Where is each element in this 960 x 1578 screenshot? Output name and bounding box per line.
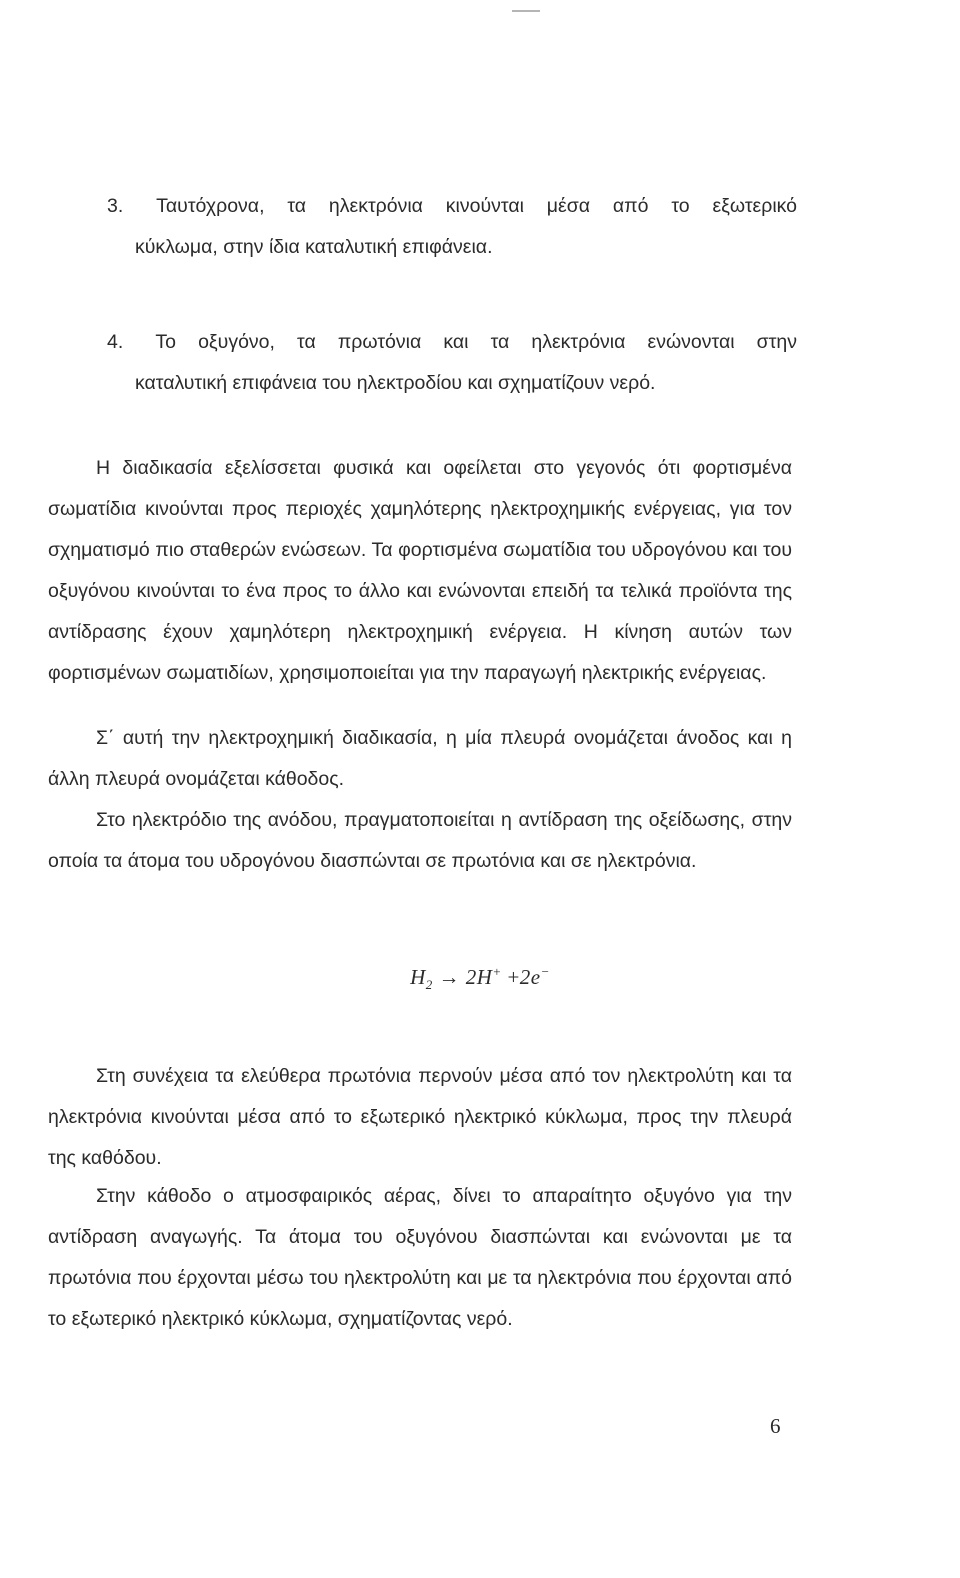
equation-rhs-electrons: 2e xyxy=(519,965,541,989)
list-item-4-text-line1: Το οξυγόνο, τα πρωτόνια και τα ηλεκτρόνια ενώνονται στην xyxy=(155,331,797,353)
anode-reaction-equation xyxy=(0,964,960,993)
equation-plus: + xyxy=(507,965,520,989)
list-item-3-number: 3. xyxy=(107,195,124,217)
page-number: 6 xyxy=(770,1414,781,1438)
equation-arrow: → xyxy=(438,965,460,989)
list-item-4-number: 4. xyxy=(107,331,124,353)
equation-rhs-electrons-charge: − xyxy=(540,964,550,979)
list-item-3-text-line1: Ταυτόχρονα, τα ηλεκτρόνια κινούνται μέσα από το εξωτερικό xyxy=(156,195,798,217)
paragraph-anode-cathode: Σ΄ αυτή την ηλεκτροχημική διαδικασία, η μία πλευρά ονομάζεται άνοδος και η άλλη πλευρά ονομάζεται κάθοδος. xyxy=(48,727,792,790)
scan-mark xyxy=(512,10,540,12)
paragraph-process-description: Η διαδικασία εξελίσσεται φυσικά και οφείλεται στο γεγονός ότι φορτισμένα σωματίδια κινούνται προς περιοχές χαμηλότερης ηλεκτροχημικής ενέργειας, για τον σχηματισμό πιο σταθερών ενώσεων. Τα φορτισμένα σωματίδια του υδρογόνου και του οξυγόνου κινούνται το ένα προς το άλλο και ενώνονται επειδή τα τελικά προϊόντα της αντίδρασης έχουν χαμηλότερη ηλεκτροχημική ενέργεια. Η κίνηση αυτών των φορτισμένων σωματιδίων, χρησιμοποιείται για την παραγωγή ηλεκτρικής ενέργειας. xyxy=(48,457,792,684)
equation-rhs-protons: 2H xyxy=(465,965,493,989)
paragraph-proton-electron-flow: Στη συνέχεια τα ελεύθερα πρωτόνια περνούν μέσα από τον ηλεκτρολύτη και τα ηλεκτρόνια κινούνται μέσα από το εξωτερικό ηλεκτρικό κύκλωμα, προς την πλευρά της καθόδου. xyxy=(48,1065,792,1169)
equation-rhs-protons-charge: + xyxy=(492,964,502,979)
list-item-4-line1 xyxy=(107,322,797,363)
paragraph-anode-oxidation: Στο ηλεκτρόδιο της ανόδου, πραγματοποιείται η αντίδραση της οξείδωσης, στην οποία τα άτομα του υδρογόνου διασπώνται σε πρωτόνια και σε ηλεκτρόνια. xyxy=(48,809,792,872)
list-item-4 xyxy=(107,322,797,404)
list-item-3-line1 xyxy=(107,186,797,227)
list-item-3-text-line2: κύκλωμα, στην ίδια καταλυτική επιφάνεια. xyxy=(135,236,493,258)
equation-lhs: H xyxy=(410,965,426,989)
list-item-3 xyxy=(107,186,797,268)
list-item-4-text-line2: καταλυτική επιφάνεια του ηλεκτροδίου και σχηματίζουν νερό. xyxy=(135,372,656,394)
paragraph-cathode-reduction: Στην κάθοδο ο ατμοσφαιρικός αέρας, δίνει το απαραίτητο οξυγόνο για την αντίδραση αναγωγής. Τα άτομα του οξυγόνου διασπώνται και ενώνονται με τα πρωτόνια που έρχονται μέσω του ηλεκτρολύτη και με τα ηλεκτρόνια που έρχονται από το εξωτερικό ηλεκτρικό κύκλωμα, σχηματίζοντας νερό. xyxy=(48,1185,792,1330)
equation-lhs-subscript: 2 xyxy=(425,977,433,993)
